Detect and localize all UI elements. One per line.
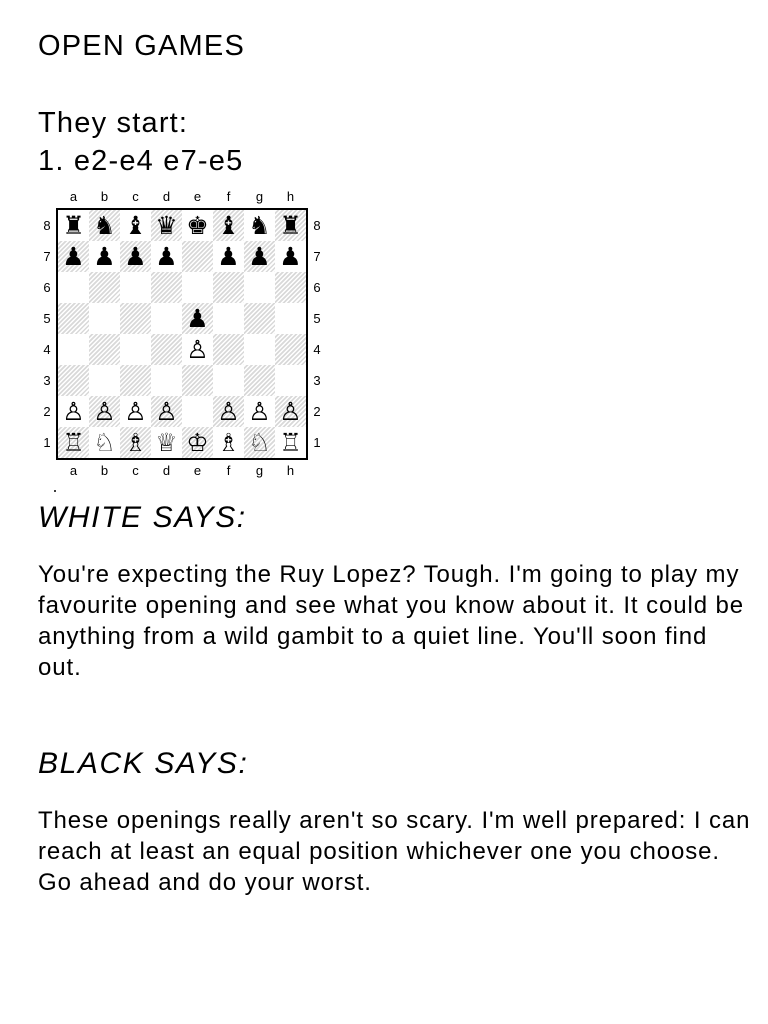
square-a3 [58,365,89,396]
rank-label-8: 8 [313,218,321,233]
square-b5 [89,303,120,334]
square-f4 [213,334,244,365]
black-knight-icon: ♞ [248,211,271,240]
square-c6 [120,272,151,303]
file-label-h: h [286,463,295,478]
rank-label-4: 4 [313,342,321,357]
white-pawn-icon: ♙ [155,397,178,426]
file-label-d: d [162,189,171,204]
square-f3 [213,365,244,396]
file-label-c: c [132,463,139,478]
file-label-b: b [100,463,109,478]
file-label-f: f [226,189,231,204]
rank-label-1: 1 [43,435,51,450]
black-king-icon: ♚ [186,211,209,240]
square-b4 [89,334,120,365]
file-label-c: c [132,189,139,204]
black-rook-icon: ♜ [279,211,302,240]
black-bishop-icon: ♝ [124,211,147,240]
square-h3 [275,365,306,396]
opening-moves: 1. e2-e4 e7-e5 [38,145,244,177]
black-pawn-icon: ♟ [186,304,209,333]
black-rook-icon: ♜ [62,211,85,240]
file-label-a: a [69,189,78,204]
black-bishop-icon: ♝ [217,211,240,240]
black-pawn-icon: ♟ [217,242,240,271]
square-e6 [182,272,213,303]
square-a4 [58,334,89,365]
rank-label-1: 1 [313,435,321,450]
white-says-text: You're expecting the Ruy Lopez? Tough. I'm going to play my favourite opening and see what you know about it. It could be anything from a wild gambit to a quiet line. You'll soon find out. [38,561,745,681]
file-label-d: d [162,463,171,478]
white-rook-icon: ♖ [62,428,85,457]
square-c3 [120,365,151,396]
square-f5 [213,303,244,334]
chess-board [56,208,308,460]
file-label-g: g [255,463,264,478]
square-e3 [182,365,213,396]
file-label-a: a [69,463,78,478]
square-g6 [244,272,275,303]
chess-diagram [30,184,330,489]
white-pawn-icon: ♙ [62,397,85,426]
square-b6 [89,272,120,303]
square-h6 [275,272,306,303]
white-bishop-icon: ♗ [217,428,240,457]
square-a6 [58,272,89,303]
square-d4 [151,334,182,365]
white-queen-icon: ♕ [155,428,178,457]
rank-label-8: 8 [43,218,51,233]
black-pawn-icon: ♟ [279,242,302,271]
black-pawn-icon: ♟ [248,242,271,271]
rank-label-2: 2 [313,404,321,419]
square-e2 [182,396,213,427]
rank-label-5: 5 [313,311,321,326]
white-pawn-icon: ♙ [248,397,271,426]
white-knight-icon: ♘ [248,428,271,457]
black-pawn-icon: ♟ [62,242,85,271]
black-says-heading: BLACK SAYS: [38,747,249,780]
rank-label-5: 5 [43,311,51,326]
file-label-f: f [226,463,231,478]
black-knight-icon: ♞ [93,211,116,240]
rank-label-3: 3 [43,373,51,388]
square-d6 [151,272,182,303]
black-pawn-icon: ♟ [93,242,116,271]
rank-label-2: 2 [43,404,51,419]
black-pawn-icon: ♟ [155,242,178,271]
white-pawn-icon: ♙ [124,397,147,426]
file-label-g: g [255,189,264,204]
square-f6 [213,272,244,303]
white-king-icon: ♔ [186,428,209,457]
rank-label-7: 7 [313,249,321,264]
file-label-e: e [193,463,202,478]
file-label-h: h [286,189,295,204]
square-d3 [151,365,182,396]
square-h4 [275,334,306,365]
rank-label-4: 4 [43,342,51,357]
white-pawn-icon: ♙ [217,397,240,426]
stray-dot [54,490,56,492]
rank-label-7: 7 [43,249,51,264]
square-c5 [120,303,151,334]
square-g4 [244,334,275,365]
white-pawn-icon: ♙ [186,335,209,364]
file-label-b: b [100,189,109,204]
black-pawn-icon: ♟ [124,242,147,271]
page-title: OPEN GAMES [38,30,245,62]
rank-label-6: 6 [43,280,51,295]
square-c4 [120,334,151,365]
black-queen-icon: ♛ [155,211,178,240]
square-e7 [182,241,213,272]
square-d5 [151,303,182,334]
white-knight-icon: ♘ [93,428,116,457]
square-a5 [58,303,89,334]
white-pawn-icon: ♙ [279,397,302,426]
square-g3 [244,365,275,396]
white-says-heading: WHITE SAYS: [38,501,247,534]
white-rook-icon: ♖ [279,428,302,457]
square-h5 [275,303,306,334]
intro-line: They start: [38,107,189,139]
file-label-e: e [193,189,202,204]
square-b3 [89,365,120,396]
square-g5 [244,303,275,334]
black-says-text: These openings really aren't so scary. I'm well prepared: I can reach at least an equal position whichever one you choose. Go ahead and do your worst. [38,807,751,896]
white-pawn-icon: ♙ [93,397,116,426]
rank-label-6: 6 [313,280,321,295]
white-bishop-icon: ♗ [124,428,147,457]
rank-label-3: 3 [313,373,321,388]
